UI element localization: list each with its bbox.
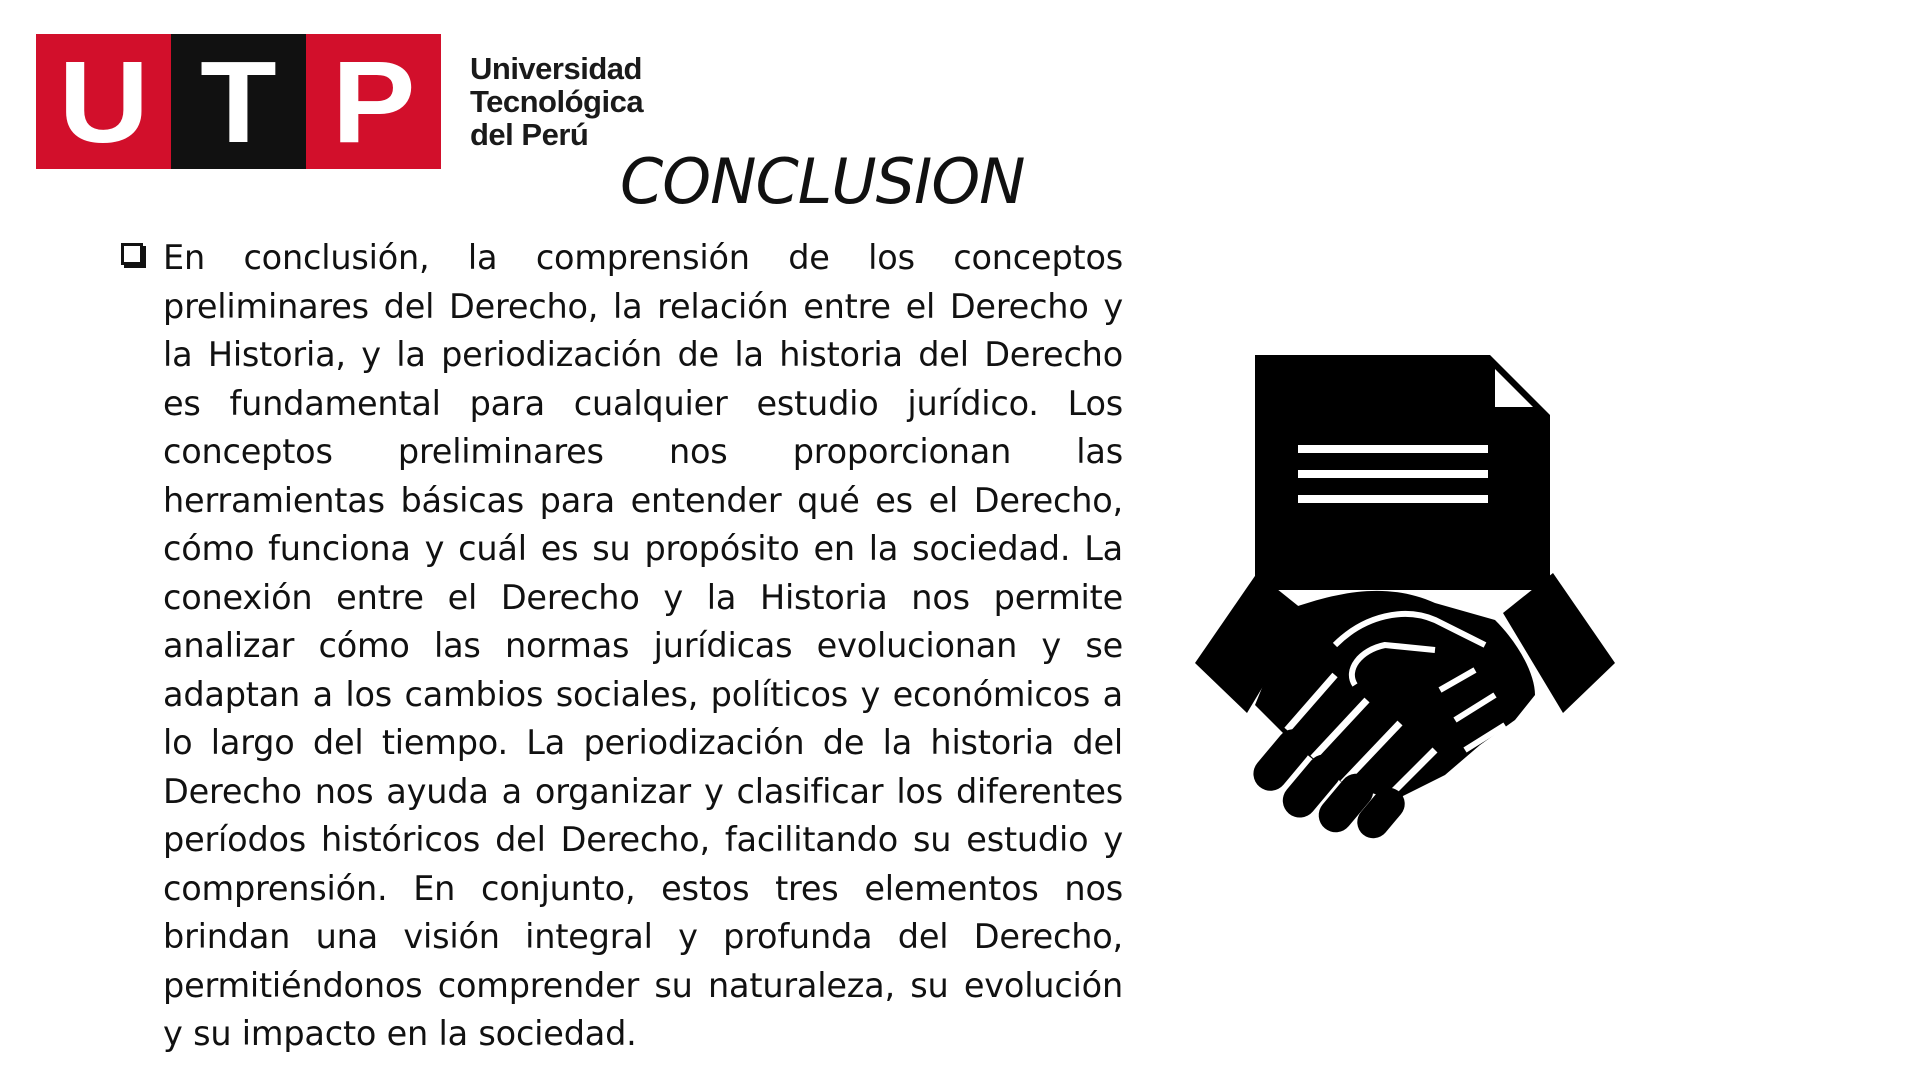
- university-name: [470, 52, 643, 151]
- slide-title: CONCLUSION: [620, 145, 1025, 218]
- document-line: [1298, 470, 1488, 478]
- logo-letter-t: T: [171, 34, 306, 169]
- university-name-line-3: del Perú: [470, 117, 589, 152]
- document-handshake-icon: [1195, 345, 1615, 855]
- utp-logo: [36, 34, 441, 169]
- conclusion-paragraph: En conclusión, la comprensión de los conceptos preliminares del Derecho, la relación entre el Derecho y la Historia, y la periodización de la historia del Derecho es fundamental para cualquier estudio jurídico. Los conceptos preliminares nos proporcionan las herramientas básicas para entender qué es el Derecho, cómo funciona y cuál es su propósito en la sociedad. La conexión entre el Derecho y la Historia nos permite analizar cómo las normas jurídicas evolucionan y se adaptan a los cambios sociales, políticos y económicos a lo largo del tiempo. La periodización de la historia del Derecho nos ayuda a organizar y clasificar los diferentes períodos históricos del Derecho, facilitando su estudio y comprensión. En conjunto, estos tres elementos nos brindan una visión integral y profunda del Derecho, permitiéndonos comprender su naturaleza, su evolución y su impacto en la sociedad.: [163, 238, 1123, 1053]
- hollow-square-bullet-icon: [121, 243, 143, 265]
- logo-letter-p: P: [306, 34, 441, 169]
- university-name-line-1: Universidad: [470, 51, 642, 86]
- document-line: [1298, 495, 1488, 503]
- document-line: [1298, 445, 1488, 453]
- logo-letter-u: U: [36, 34, 171, 169]
- university-name-line-2: Tecnológica: [470, 84, 644, 119]
